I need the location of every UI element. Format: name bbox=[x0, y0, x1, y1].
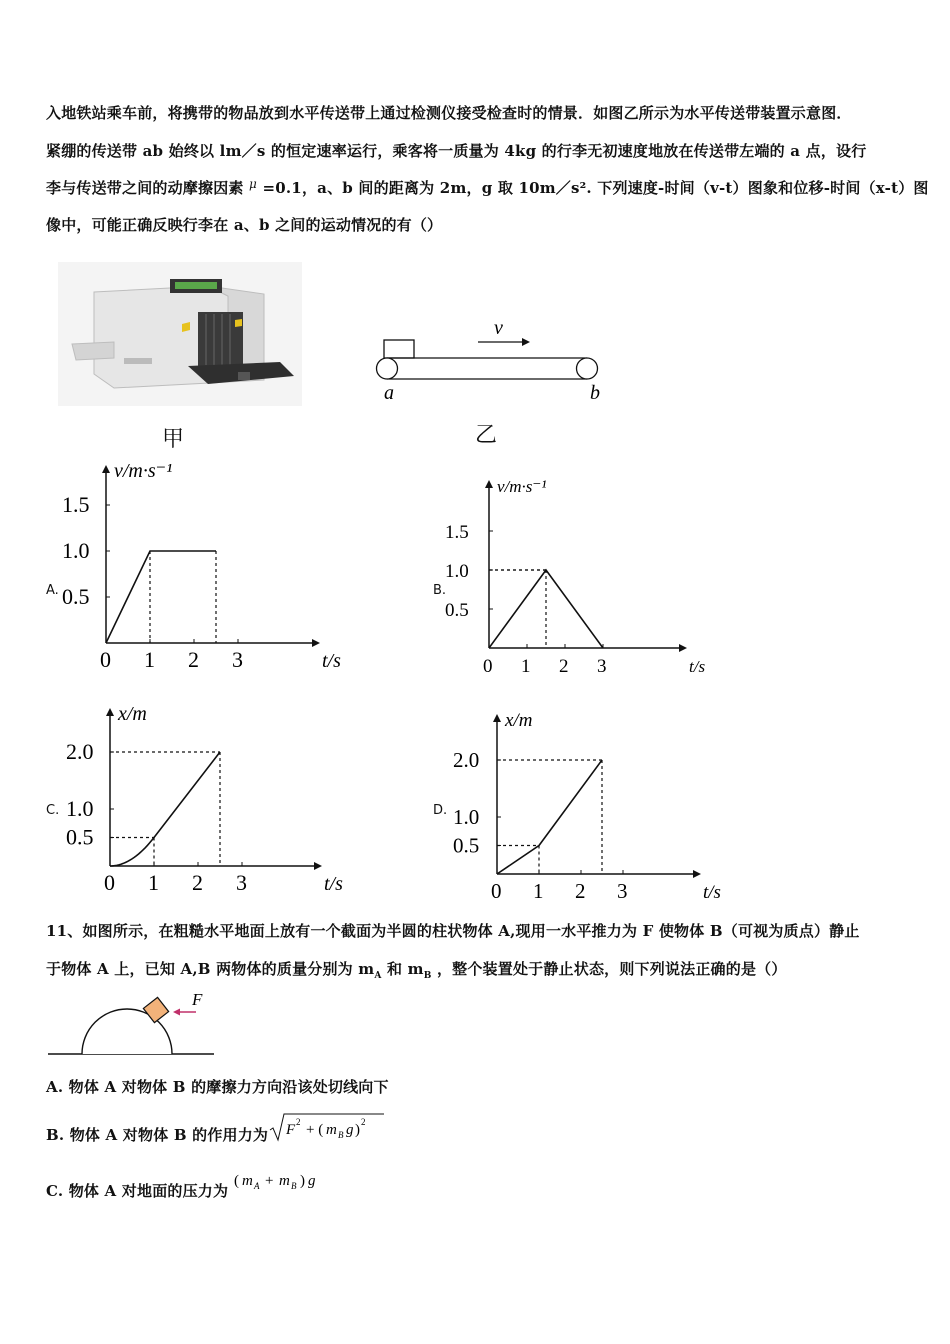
x-tick-label: 3 bbox=[617, 879, 628, 903]
point-a-label: a bbox=[384, 382, 394, 404]
q11-line-2 bbox=[46, 958, 787, 981]
xray-machine-photo bbox=[58, 262, 302, 406]
q10-line-1: 入地铁站乘车前，将携带的物品放到水平传送带上通过检测仪接受检查时的情景．如图乙所示为水平传送带装置示意图． bbox=[46, 104, 852, 122]
svg-text:): ) bbox=[300, 1173, 305, 1189]
y-tick-label: 0.5 bbox=[445, 600, 469, 621]
svg-text:+ (: + ( bbox=[306, 1122, 324, 1138]
y-axis-label: v/m·s⁻¹ bbox=[497, 477, 547, 496]
x-tick-label: 3 bbox=[232, 647, 243, 672]
luggage-box bbox=[384, 340, 414, 358]
svg-text:m: m bbox=[279, 1173, 290, 1189]
x-axis-label: t/s bbox=[703, 882, 721, 903]
svg-text:g: g bbox=[308, 1173, 316, 1189]
chart-a-vt-graph bbox=[60, 460, 341, 678]
x-tick-label: 1 bbox=[144, 647, 155, 672]
y-axis-label: x/m bbox=[505, 710, 533, 731]
y-axis-arrow bbox=[485, 480, 493, 488]
x-axis-arrow bbox=[312, 639, 320, 647]
svg-text:g: g bbox=[346, 1122, 354, 1138]
svg-text:2: 2 bbox=[296, 1117, 301, 1127]
option-b-label: B. bbox=[433, 583, 447, 598]
x-tick-label: 3 bbox=[597, 656, 607, 677]
y-axis-label: x/m bbox=[118, 703, 147, 725]
q11-option-c-text: C. 物体 A 对地面的压力为 bbox=[46, 1182, 229, 1200]
q11-option-c bbox=[46, 1180, 228, 1201]
x-axis-arrow bbox=[679, 644, 687, 652]
data-series-line bbox=[110, 752, 220, 866]
figure-jia-caption: 甲 bbox=[162, 427, 185, 452]
q11-option-b bbox=[46, 1124, 268, 1145]
x-tick-label: 3 bbox=[236, 870, 247, 895]
q10-line-3-part-a: 李与传送带之间的动摩擦因素 bbox=[46, 179, 244, 197]
y-axis-arrow bbox=[106, 708, 114, 716]
y-axis-arrow bbox=[493, 714, 501, 722]
y-axis-arrow bbox=[102, 465, 110, 473]
chart-b-vt-graph bbox=[445, 477, 706, 680]
svg-text:F: F bbox=[286, 1122, 296, 1138]
y-axis-label: v/m·s⁻¹ bbox=[114, 460, 173, 482]
y-tick-label: 2.0 bbox=[66, 739, 94, 764]
svg-text:): ) bbox=[355, 1122, 360, 1138]
svg-text:m: m bbox=[326, 1122, 337, 1138]
x-axis-label: t/s bbox=[689, 657, 706, 676]
q11-line-2-part-c: ，整个装置处于静止状态，则下列说法正确的是（） bbox=[436, 960, 787, 978]
x-tick-label: 2 bbox=[575, 879, 586, 903]
x-tick-label: 0 bbox=[483, 656, 493, 677]
q10-line-3 bbox=[46, 177, 929, 198]
q10-line-2: 紧绷的传送带 ab 始终以 lm／s 的恒定速率运行，乘客将一质量为 4kg 的行李无初速度地放在传送带左端的 a 点，设行 bbox=[46, 142, 867, 160]
velocity-label: v bbox=[494, 317, 503, 339]
y-tick-label: 1.0 bbox=[453, 805, 480, 829]
q10-line-4: 像中，可能正确反映行李在 a、b 之间的运动情况的有（） bbox=[46, 216, 443, 234]
y-tick-label: 0.5 bbox=[453, 833, 480, 858]
data-series-line bbox=[106, 551, 216, 643]
y-tick-label: 0.5 bbox=[62, 584, 90, 609]
svg-text:2: 2 bbox=[361, 1117, 366, 1127]
x-tick-label: 2 bbox=[192, 870, 203, 895]
formula-sqrt-f2-mbg2 bbox=[268, 1110, 386, 1144]
chart-d-xt-graph bbox=[445, 710, 721, 904]
x-tick-label: 0 bbox=[104, 870, 115, 895]
xray-machine-drawing bbox=[58, 262, 302, 406]
option-c-label: C. bbox=[46, 803, 60, 818]
x-tick-label: 1 bbox=[533, 879, 544, 903]
x-tick-label: 0 bbox=[100, 647, 111, 672]
y-tick-label: 1.5 bbox=[62, 492, 90, 517]
x-tick-label: 0 bbox=[491, 879, 502, 903]
x-axis-arrow bbox=[314, 862, 322, 870]
data-series-line bbox=[497, 760, 602, 874]
mass-a-subscript: A bbox=[374, 971, 382, 981]
svg-text:+: + bbox=[265, 1173, 274, 1189]
pulley-a bbox=[377, 358, 398, 379]
y-tick-label: 2.0 bbox=[453, 748, 480, 772]
q11-line-2-part-a: 于物体 A 上，已知 A,B 两物体的质量分别为 m bbox=[46, 960, 375, 978]
chart-c-xt-graph bbox=[60, 703, 343, 898]
pulley-b bbox=[577, 358, 598, 379]
semicircle-block-diagram bbox=[46, 988, 218, 1058]
option-d-label: D. bbox=[433, 803, 448, 818]
x-axis-label: t/s bbox=[324, 873, 343, 895]
option-a-label: A. bbox=[46, 583, 59, 598]
q11-option-a: A. 物体 A 对物体 B 的摩擦力方向沿该处切线向下 bbox=[46, 1078, 389, 1096]
y-tick-label: 0.5 bbox=[66, 824, 94, 850]
x-axis-arrow bbox=[693, 870, 701, 878]
y-tick-label: 1.5 bbox=[445, 522, 469, 543]
mass-b-subscript: B bbox=[423, 971, 432, 981]
x-tick-label: 1 bbox=[521, 656, 531, 677]
point-b-label: b bbox=[590, 382, 600, 404]
svg-text:A: A bbox=[254, 1181, 260, 1191]
figure-yi-caption: 乙 bbox=[475, 423, 498, 448]
svg-text:B: B bbox=[338, 1130, 344, 1140]
q11-line-2-part-b: 和 m bbox=[387, 960, 424, 978]
svg-text:m: m bbox=[242, 1173, 253, 1189]
conveyor-belt-diagram bbox=[370, 312, 620, 408]
q11-option-b-text: B. 物体 A 对物体 B 的作用力为 bbox=[46, 1126, 269, 1144]
svg-text:(: ( bbox=[234, 1173, 239, 1189]
mu-symbol: μ bbox=[249, 177, 258, 191]
x-tick-label: 2 bbox=[559, 656, 569, 677]
y-tick-label: 1.0 bbox=[445, 561, 469, 582]
force-label: F bbox=[192, 990, 203, 1009]
x-tick-label: 1 bbox=[148, 870, 159, 895]
y-tick-label: 1.0 bbox=[66, 796, 94, 821]
svg-text:B: B bbox=[291, 1181, 297, 1191]
formula-ma-plus-mb-g bbox=[232, 1165, 332, 1195]
x-tick-label: 2 bbox=[188, 647, 199, 672]
q10-line-3-part-b: =0.1，a、b 间的距离为 2m，g 取 10m／s². 下列速度-时间（v-t）图象和位移-时间（x-t）图 bbox=[262, 179, 929, 197]
y-tick-label: 1.0 bbox=[62, 538, 90, 563]
x-axis-label: t/s bbox=[322, 650, 341, 672]
q11-line-1: 11、如图所示，在粗糙水平地面上放有一个截面为半圆的柱状物体 A,现用一水平推力为 F 使物体 B（可视为质点）静止 bbox=[46, 922, 860, 940]
